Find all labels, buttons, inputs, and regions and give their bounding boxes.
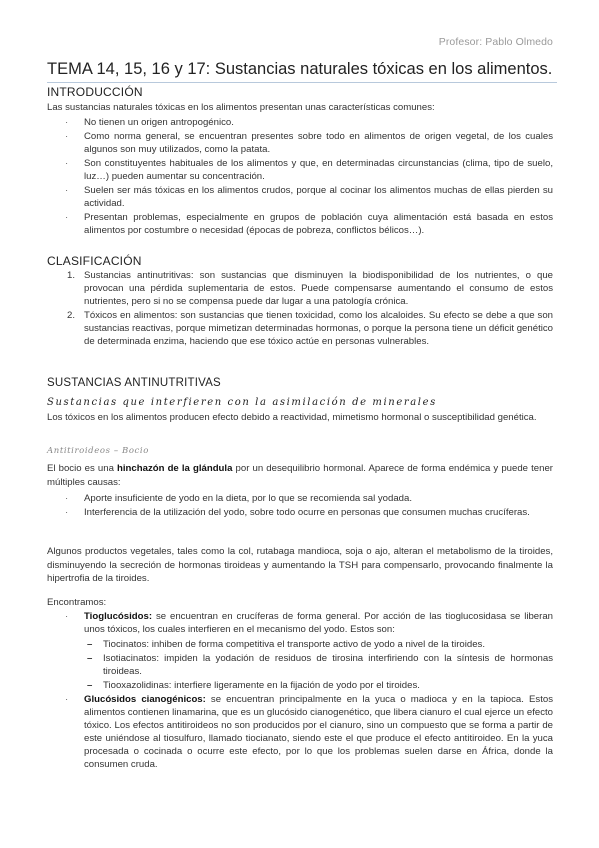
list-item: 2. Tóxicos en alimentos: son sustancias que tienen toxicidad, como los alcaloides. Su efecto se debe a que son sustancias reactivas, porque mimetizan determinadas hormonas, o porque la persona tiene un déficit genético de determinada enzima, haciendo que ese tóxico actúe en personas vulnerables. <box>67 310 553 347</box>
causas-list <box>47 492 553 520</box>
list-item: · Son constituyentes habituales de los alimentos y que, en determinadas circunstancias (clima, tipo de suelo, luz…) pueden aumentar su concentración. <box>65 158 553 182</box>
bold-term: Glucósidos cianogénicos: <box>84 694 206 705</box>
sub-list-item: – Tiooxazolidinas: interfiere ligeramente en la fijación de yodo por el tiroides. <box>87 680 420 691</box>
list-number: 2. <box>67 310 76 321</box>
bullet-marker: · <box>65 117 69 128</box>
metabolismo-paragraph: Algunos productos vegetales, tales como la col, rutabaga mandioca, soja o ajo, alteran el metabolismo de la tiroides, disminuyendo la secreción de hormonas tiroideas y aumentando la TSH para compensarlo, provocando finalmente la hipertrofia de la tiroides. <box>47 546 553 584</box>
list-item: · Como norma general, se encuentran presentes sobre todo en alimentos de origen vegetal, de los cuales algunos son muy utilizados, como la patata. <box>65 131 553 155</box>
bold-text: hinchazón de la glándula <box>117 463 233 474</box>
bocio-paragraph: El bocio es una hinchazón de la glándula por un desequilibrio hormonal. Aparece de forma endémica y puede tener múltiples causas: <box>47 463 553 488</box>
sub-list <box>84 638 553 692</box>
dash-marker: – <box>87 653 93 664</box>
bullet-marker: · <box>65 694 69 705</box>
bullet-marker: · <box>65 212 69 223</box>
encontramos-label: Encontramos: <box>47 597 107 608</box>
subsection-heading: Sustancias que interfieren con la asimilación de minerales <box>47 397 437 408</box>
dash-marker: – <box>87 639 93 650</box>
professor-header: Profesor: Pablo Olmedo <box>438 36 553 48</box>
sub-list-item: – Tiocinatos: inhiben de forma competitiva el transporte activo de yodo a nivel de la tiroides. <box>87 639 486 650</box>
list-item: · Tioglucósidos: se encuentran en crucíferas de forma general. Por acción de las tioglucosidasa se liberan unos tóxicos, los cuales interfieren en el mecanismo del yodo. Estos son: – Tiocinatos: inhiben de forma competitiva el transporte activo de yodo a nivel de la tiroides. – Isotiacinatos: impiden la yodación de residuos de tirosina interfiriendo con la síntesis de hormonas tiroideas. – Tiooxazolidinas: interfiere ligeramente en la fijación de yodo por el tiroides. <box>65 611 553 691</box>
section-heading-clasificacion: CLASIFICACIÓN <box>47 254 142 268</box>
list-item: · Suelen ser más tóxicas en los alimentos crudos, porque al cocinar los alimentos muchas de ellas pierden su actividad. <box>65 185 553 209</box>
bullet-marker: · <box>65 611 69 622</box>
bullet-marker: · <box>65 158 69 169</box>
bullet-marker: · <box>65 131 69 142</box>
sub-list-item: – Isotiacinatos: impiden la yodación de residuos de tirosina interfiriendo con la síntesis de hormonas tiroideas. <box>87 653 553 677</box>
list-item: · Interferencia de la utilización del yodo, sobre todo ocurre en personas que consumen muchas crucíferas. <box>65 507 530 518</box>
intro-lead: Las sustancias naturales tóxicas en los alimentos presentan unas características comunes: <box>47 102 435 113</box>
antinutritivas-lead: Los tóxicos en los alimentos producen efecto debido a reactividad, mimetismo hormonal o susceptibilidad genética. <box>47 412 537 423</box>
list-item: 1. Sustancias antinutritivas: son sustancias que disminuyen la biodisponibilidad de los nutrientes, o que provocan una pérdida suplementaria de estos. Puede compensarse aumentando el consumo de estos nutrientes, pero si no se compensa puede dar lugar a una patología crónica. <box>67 270 553 307</box>
clasificacion-list <box>47 269 553 349</box>
bullet-marker: · <box>65 507 69 518</box>
list-item: · Glucósidos cianogénicos: se encuentran principalmente en la yuca o madioca y en la tapioca. Estos alimentos contienen linamarina, que es un glucósido cianogenético, que libera cianuro el cual ejerce un efecto tóxico. Los efectos antitiroideos no son producidos por el cianuro, sino un compuesto que se forma a partir de este uniéndose al tiosulfuro, llamado tiocianato, siendo este el que produce el efecto antitiroideo. En la yuca procesada o cocinada o ocurre este efecto, por lo que los problemas suelen darse en África, donde la consumen cruda. <box>65 694 553 770</box>
list-item: · Presentan problemas, especialmente en grupos de población cuya alimentación está basada en estos alimentos por costumbre o necesidad (épocas de pobreza, conflictos bélicos…). <box>65 212 553 236</box>
small-heading-bocio: Antitiroideos – Bocio <box>47 446 149 456</box>
section-heading-antinutritivas: SUSTANCIAS ANTINUTRITIVAS <box>47 377 221 389</box>
bold-term: Tioglucósidos: <box>84 611 153 622</box>
page-title: TEMA 14, 15, 16 y 17: Sustancias naturales tóxicas en los alimentos. <box>47 60 557 83</box>
dash-marker: – <box>87 680 93 691</box>
section-heading-introduccion: INTRODUCCIÓN <box>47 85 143 99</box>
list-number: 1. <box>67 270 76 281</box>
intro-list <box>47 116 553 238</box>
bullet-marker: · <box>65 185 69 196</box>
bullet-marker: · <box>65 493 69 504</box>
list-item: · Aporte insuficiente de yodo en la dieta, por lo que se recomienda sal yodada. <box>65 493 413 504</box>
encontramos-list <box>47 610 553 772</box>
list-item: · No tienen un origen antropogénico. <box>65 117 234 128</box>
